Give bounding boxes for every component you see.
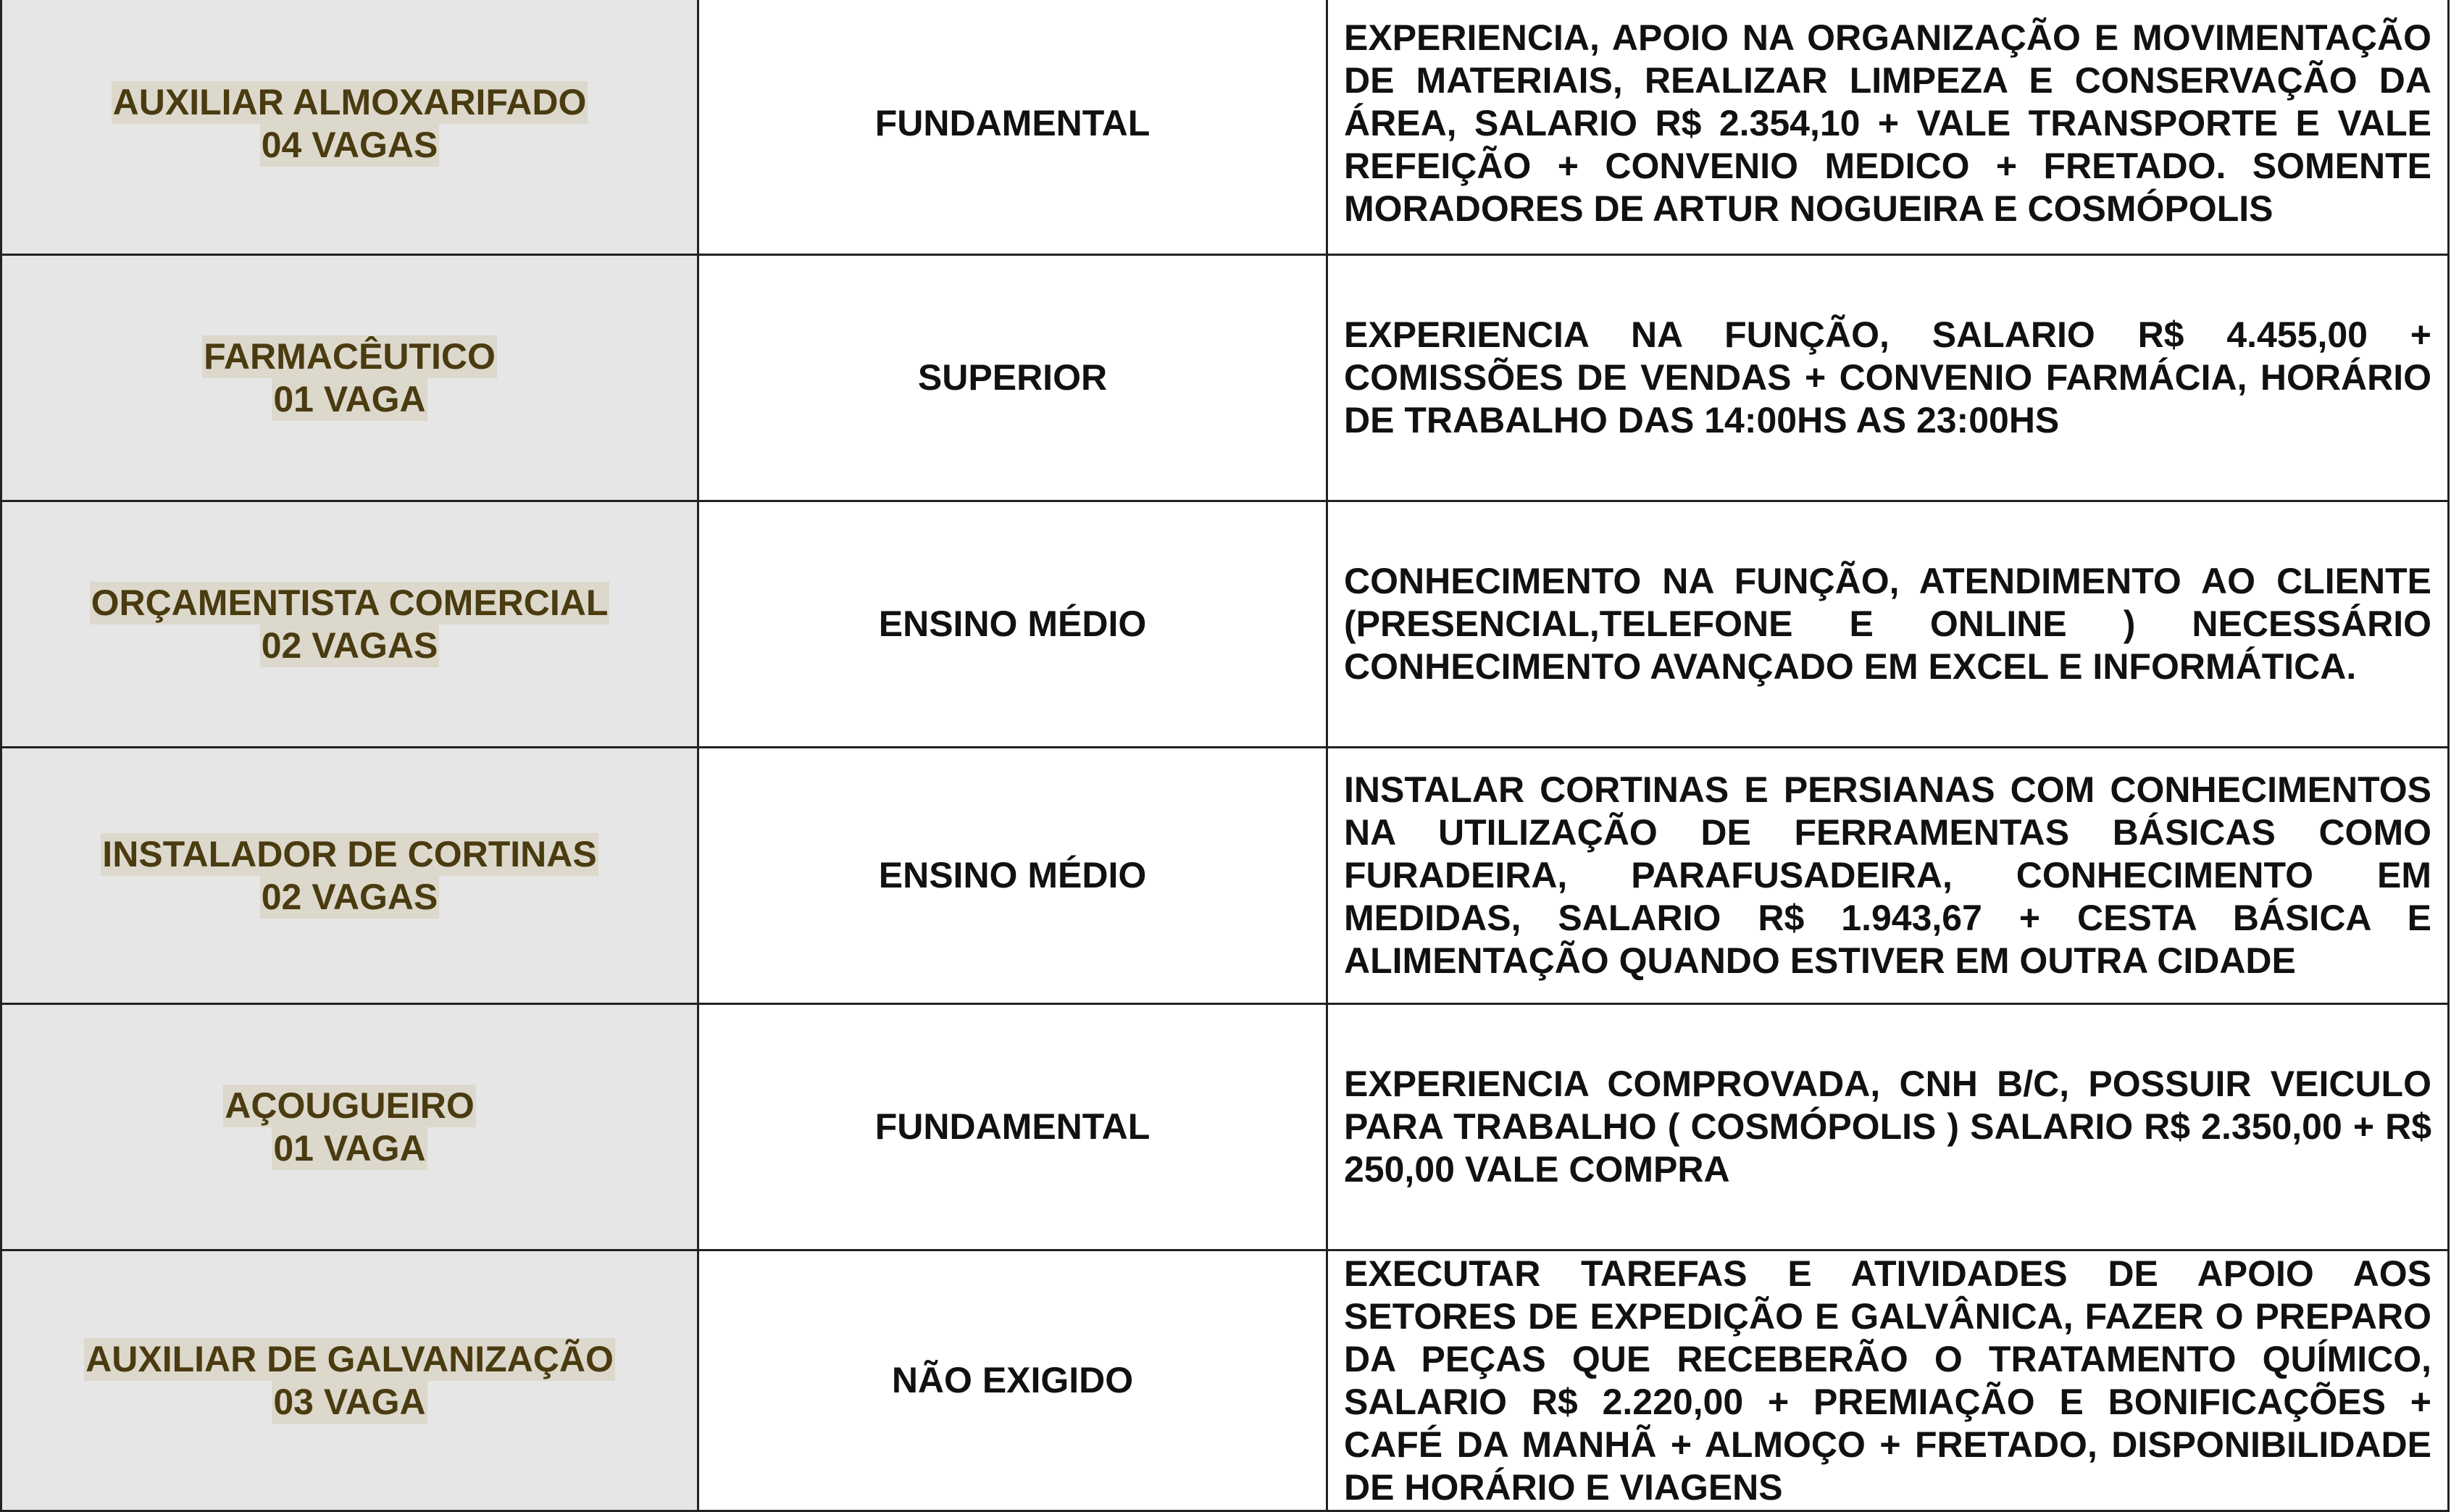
job-description-cell [1327,1250,2449,1511]
job-education: NÃO EXIGIDO [891,1360,1134,1400]
job-description-cell [1327,501,2449,748]
job-education-cell [698,255,1327,501]
job-title-cell [1,1004,698,1250]
job-education: FUNDAMENTAL [874,103,1151,143]
job-title-cell [1,0,698,255]
job-title: AUXILIAR DE GALVANIZAÇÃO [85,1338,614,1379]
job-description: EXPERIENCIA NA FUNÇÃO, SALARIO R$ 4.455,00 + COMISSÕES DE VENDAS + CONVENIO FARMÁCIA, HORÁRIO DE TRABALHO DAS 14:00HS AS 23:00HS [1344,314,2431,440]
job-vacancies: 01 VAGA [273,378,426,419]
job-title: INSTALADOR DE CORTINAS [102,833,597,874]
job-education-cell [698,0,1327,255]
job-vacancies: 02 VAGAS [261,625,438,666]
job-title: FARMACÊUTICO [204,335,496,377]
job-education: FUNDAMENTAL [874,1106,1151,1147]
job-description: EXECUTAR TAREFAS E ATIVIDADES DE APOIO AOS SETORES DE EXPEDIÇÃO E GALVÂNICA, FAZER O PREPARO DA PEÇAS QUE RECEBERÃO O TRATAMENTO QUÍMICO, SALARIO R$ 2.220,00 + PREMIAÇÃO E BONIFICAÇÕES + CAFÉ DA MANHÃ + ALMOÇO + FRETADO, DISPONIBILIDADE DE HORÁRIO E VIAGENS [1344,1253,2431,1508]
job-title: ORÇAMENTISTA COMERCIAL [91,582,609,623]
job-row [1,1004,2449,1250]
job-vacancies: 01 VAGA [273,1127,426,1169]
job-title: AUXILIAR ALMOXARIFADO [112,81,587,122]
job-description: EXPERIENCIA COMPROVADA, CNH B/C, POSSUIR VEICULO PARA TRABALHO ( COSMÓPOLIS ) SALARIO R$ 2.350,00 + R$ 250,00 VALE COMPRA [1344,1064,2431,1190]
job-description-cell [1327,0,2449,255]
job-description: CONHECIMENTO NA FUNÇÃO, ATENDIMENTO AO CLIENTE (PRESENCIAL,TELEFONE E ONLINE ) NECESSÁRIO CONHECIMENTO AVANÇADO EM EXCEL E INFORMÁTICA. [1344,561,2431,687]
job-vacancies: 02 VAGAS [261,876,438,917]
job-education: ENSINO MÉDIO [878,603,1147,644]
job-education: SUPERIOR [917,357,1108,398]
job-education: ENSINO MÉDIO [878,855,1147,895]
job-row [1,501,2449,748]
job-education-cell [698,1250,1327,1511]
job-description-cell [1327,748,2449,1004]
job-education-cell [698,748,1327,1004]
job-row [1,0,2449,255]
job-description: EXPERIENCIA, APOIO NA ORGANIZAÇÃO E MOVIMENTAÇÃO DE MATERIAIS, REALIZAR LIMPEZA E CONSERVAÇÃO DA ÁREA, SALARIO R$ 2.354,10 + VALE TRANSPORTE E VALE REFEIÇÃO + CONVENIO MEDICO + FRETADO. SOMENTE MORADORES DE ARTUR NOGUEIRA E COSMÓPOLIS [1344,17,2431,229]
job-row [1,255,2449,501]
job-vacancies: 04 VAGAS [261,124,438,165]
job-description-cell [1327,1004,2449,1250]
job-row [1,1250,2449,1511]
job-education-cell [698,501,1327,748]
job-description: INSTALAR CORTINAS E PERSIANAS COM CONHECIMENTOS NA UTILIZAÇÃO DE FERRAMENTAS BÁSICAS COMO FURADEIRA, PARAFUSADEIRA, CONHECIMENTO EM MEDIDAS, SALARIO R$ 1.943,67 + CESTA BÁSICA E ALIMENTAÇÃO QUANDO ESTIVER EM OUTRA CIDADE [1344,769,2431,981]
job-row [1,748,2449,1004]
job-title-cell [1,501,698,748]
job-vacancies: 03 VAGA [273,1381,426,1422]
job-title-cell [1,255,698,501]
job-education-cell [698,1004,1327,1250]
job-title-cell [1,748,698,1004]
job-title: AÇOUGUEIRO [225,1085,475,1126]
job-description-cell [1327,255,2449,501]
job-title-cell [1,1250,698,1511]
